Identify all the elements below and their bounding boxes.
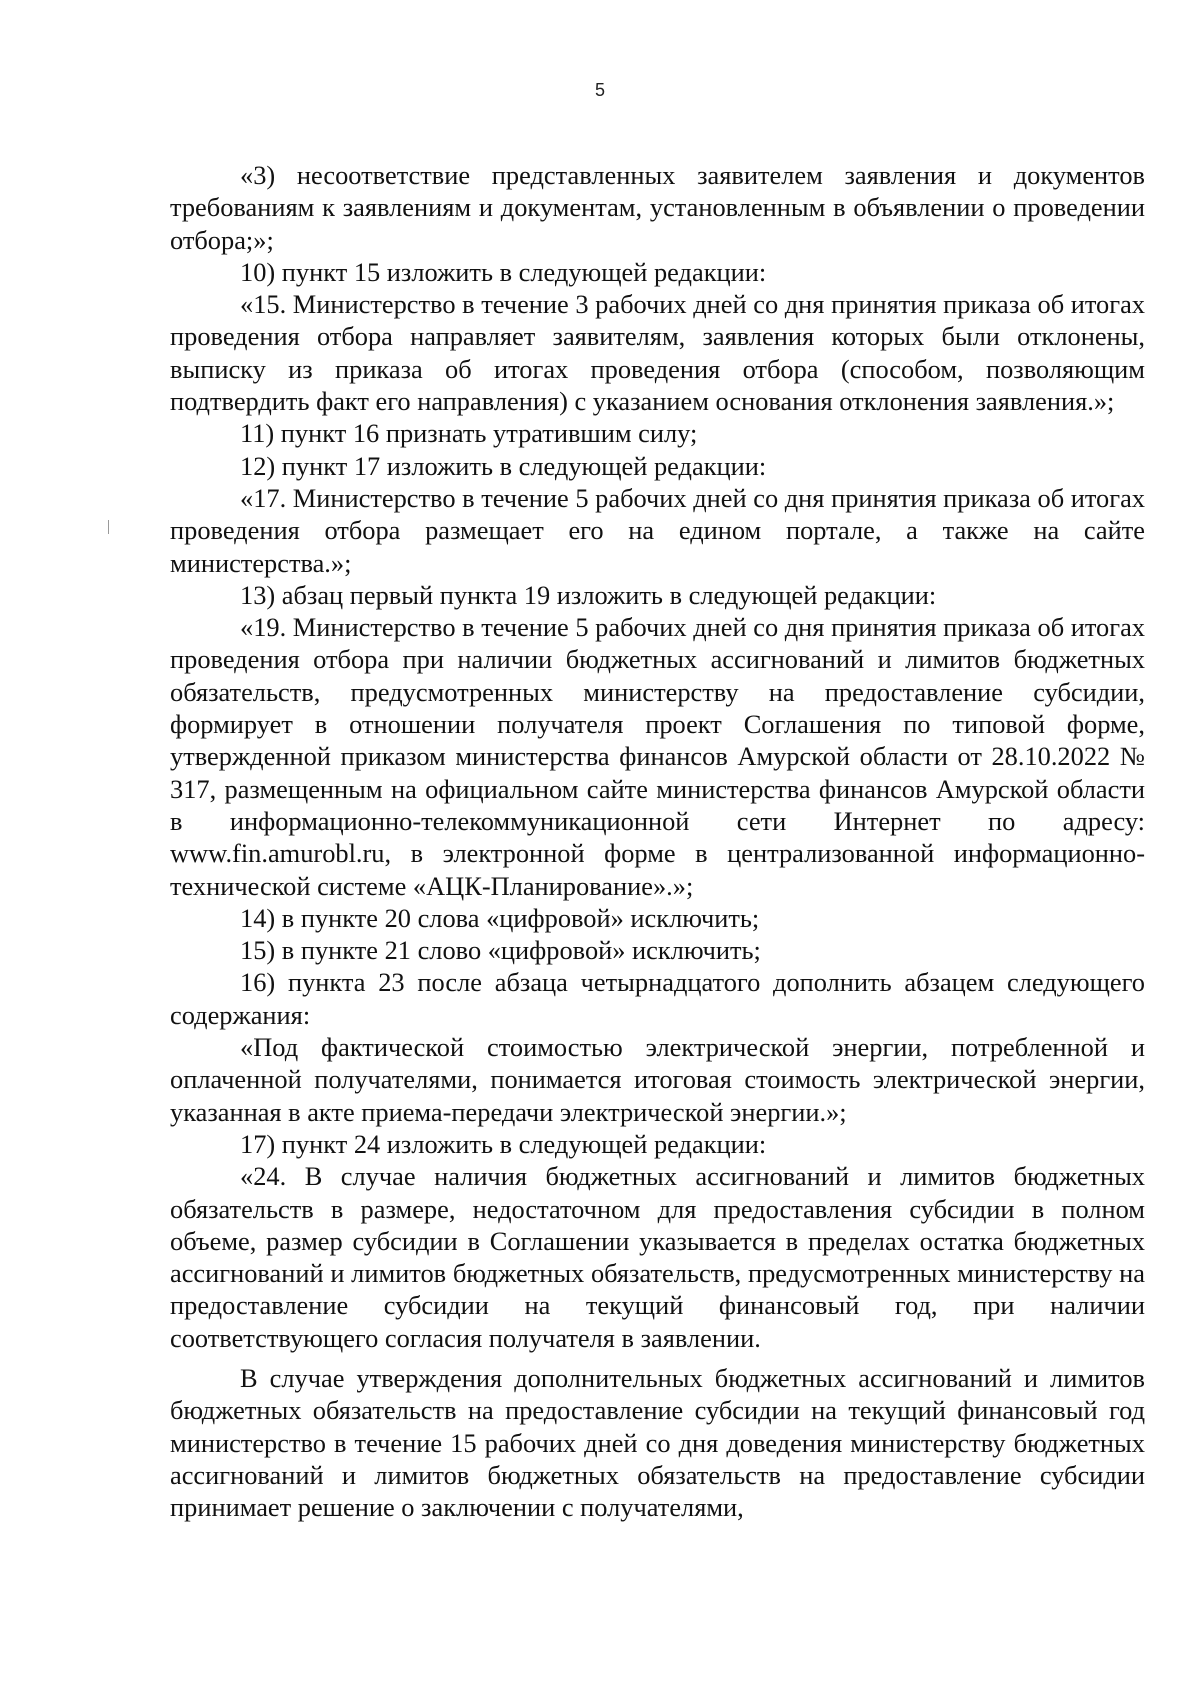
paragraph-point-11: 11) пункт 16 признать утратившим силу;	[240, 418, 698, 449]
paragraph-point-10: 10) пункт 15 изложить в следующей редакции:	[240, 256, 767, 287]
paragraph-point-14: 14) в пункте 20 слова «цифровой» исключить;	[240, 902, 760, 933]
page-number: 5	[594, 80, 605, 100]
document-body	[170, 159, 1145, 1523]
scan-margin-mark	[108, 520, 109, 534]
paragraph-point-17: 17) пункт 24 изложить в следующей редакции:	[240, 1128, 767, 1159]
paragraph-clause-24: «24. В случае наличия бюджетных ассигнований и лимитов бюджетных обязательств в размере, недостаточном для предоставления субсидии в полном объеме, размер субсидии в Соглашении указывается в пределах остатка бюджетных ассигнований и лимитов бюджетных обязательств, предусмотренных министерству на предоставление субсидии на текущий финансовый год, при наличии соответствующего согласия получателя в заявлении.	[170, 1161, 1145, 1353]
paragraph-point-13: 13) абзац первый пункта 19 изложить в следующей редакции:	[240, 579, 937, 610]
paragraph-clause-15: «15. Министерство в течение 3 рабочих дней со дня принятия приказа об итогах проведения отбора направляет заявителям, заявления которых были отклонены, выписку из приказа об итогах проведения отбора (способом, позволяющим подтвердить факт его направления) с указанием основания отклонения заявления.»;	[170, 289, 1145, 417]
paragraph-clause-17: «17. Министерство в течение 5 рабочих дней со дня принятия приказа об итогах проведения отбора размещает его на едином портале, а также на сайте министерства.»;	[170, 482, 1145, 578]
paragraph-point-16: 16) пункта 23 после абзаца четырнадцатого дополнить абзацем следующего содержания:	[170, 967, 1145, 1030]
paragraph-point-12: 12) пункт 17 изложить в следующей редакции:	[240, 450, 767, 481]
paragraph-actual-cost: «Под фактической стоимостью электрической энергии, потребленной и оплаченной получателями, понимается итоговая стоимость электрической энергии, указанная в акте приема-передачи электрической энергии.»;	[170, 1032, 1145, 1127]
paragraph-item-3: «3) несоответствие представленных заявителем заявления и документов требованиям к заявлениям и документам, установленным в объявлении о проведении отбора;»;	[170, 160, 1145, 255]
paragraph-additional-allocations: В случае утверждения дополнительных бюджетных ассигнований и лимитов бюджетных обязательств на предоставление субсидии на текущий финансовый год министерство в течение 15 рабочих дней со дня доведения министерству бюджетных ассигнований и лимитов бюджетных обязательств на предоставление субсидии принимает решение о заключении с получателями,	[170, 1362, 1145, 1523]
paragraph-point-15: 15) в пункте 21 слово «цифровой» исключить;	[240, 935, 761, 966]
paragraph-clause-19: «19. Министерство в течение 5 рабочих дней со дня принятия приказа об итогах проведения отбора при наличии бюджетных ассигнований и лимитов бюджетных обязательств, предусмотренных министерству на предоставление субсидии, формирует в отношении получателя проект Соглашения по типовой форме, утвержденной приказом министерства финансов Амурской области от 28.10.2022 № 317, размещенным на официальном сайте министерства финансов Амурской области в информационно-телекоммуникационной сети Интернет по адресу: www.fin.amurobl.ru, в электронной форме в централизованной информационно-технической системе «АЦК-Планирование».»;	[170, 612, 1145, 901]
